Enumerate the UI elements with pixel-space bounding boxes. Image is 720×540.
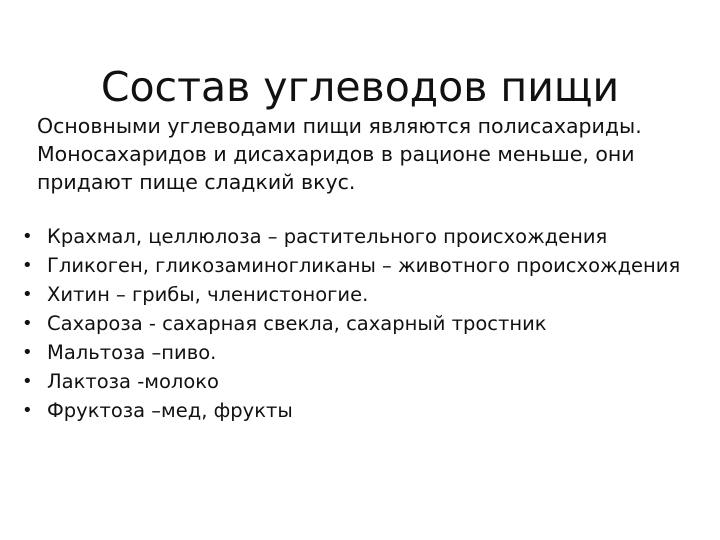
bullet-icon: • xyxy=(22,400,33,421)
bullet-icon: • xyxy=(22,226,33,247)
list-item-text: Фруктоза –мед, фрукты xyxy=(47,399,293,422)
list-item-text: Крахмал, целлюлоза – растительного происхождения xyxy=(47,225,608,248)
bullet-icon: • xyxy=(22,371,33,392)
list-item xyxy=(0,280,720,309)
list-item xyxy=(0,338,720,367)
list-item-text: Лактоза -молоко xyxy=(47,370,219,393)
list-item xyxy=(0,251,720,280)
bullet-icon: • xyxy=(22,313,33,334)
list-item-text: Сахароза - сахарная свекла, сахарный тростник xyxy=(47,312,547,335)
list-item-text: Хитин – грибы, членистоногие. xyxy=(47,283,369,306)
list-item xyxy=(0,367,720,396)
slide-title: Состав углеводов пищи xyxy=(100,63,620,112)
intro-line: придают пище сладкий вкус. xyxy=(37,170,356,194)
bullet-icon: • xyxy=(22,342,33,363)
intro-line: Моносахаридов и дисахаридов в рационе меньше, они xyxy=(37,142,635,166)
list-item xyxy=(0,396,720,425)
intro-paragraph xyxy=(37,112,697,196)
carbohydrate-list xyxy=(0,222,720,425)
intro-line: Основными углеводами пищи являются полисахариды. xyxy=(37,114,642,138)
list-item xyxy=(0,309,720,338)
list-item xyxy=(0,222,720,251)
list-item-text: Гликоген, гликозаминогликаны – животного происхождения xyxy=(47,254,681,277)
bullet-icon: • xyxy=(22,284,33,305)
list-item-text: Мальтоза –пиво. xyxy=(47,341,217,364)
bullet-icon: • xyxy=(22,255,33,276)
